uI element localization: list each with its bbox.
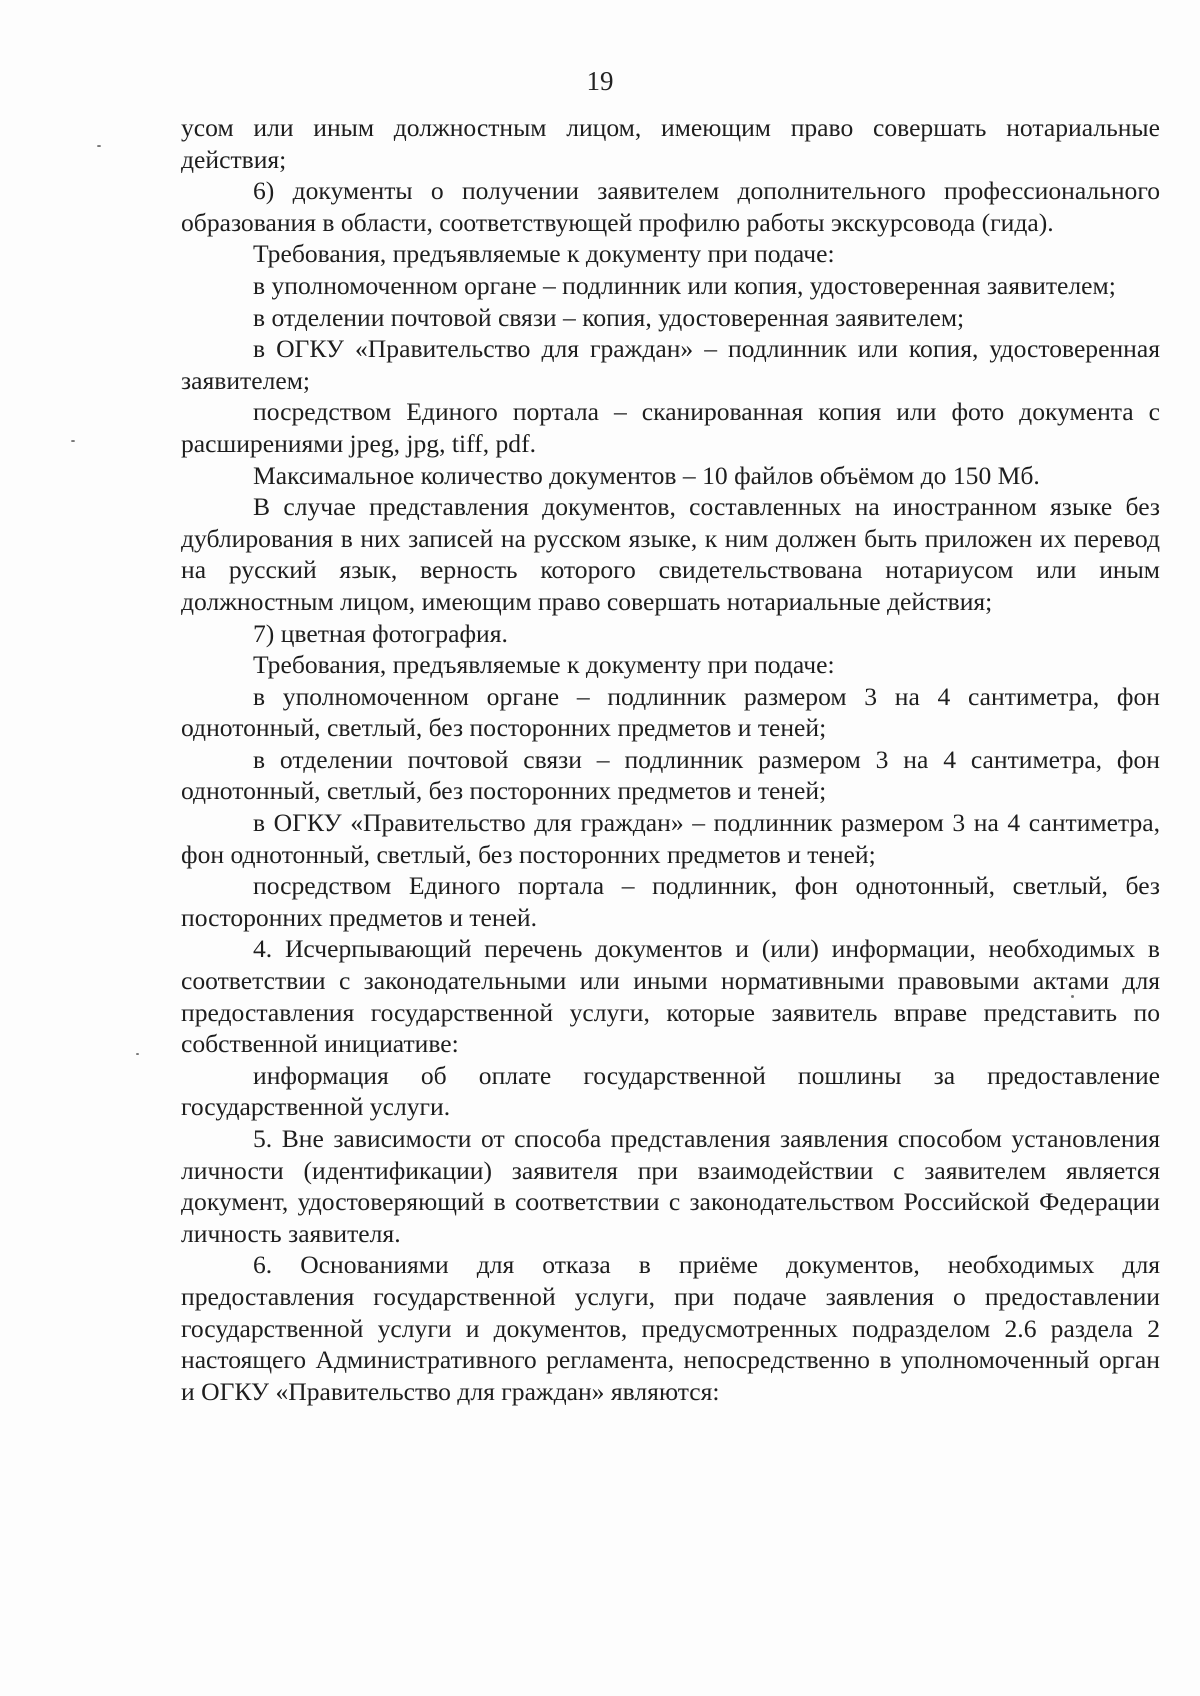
scan-speck [71, 440, 75, 442]
paragraph: в отделении почтовой связи – подлинник размером 3 на 4 сантиметра, фон однотонный, светлый, без посторонних предметов и теней; [181, 744, 1160, 806]
scan-speck [136, 1053, 139, 1055]
paragraph: 6. Основаниями для отказа в приёме документов, необходимых для предоставления государственной услуги, при подаче заявления о предоставлении государственной услуги и документов, предусмотренных подразделом 2.6 раздела 2 настоящего Административного регламента, непосредственно в уполномоченный орган и ОГКУ «Правительство для граждан» являются: [181, 1250, 1160, 1406]
scan-speck [1071, 995, 1074, 998]
paragraph: 6) документы о получении заявителем дополнительного профессионального образования в области, соответствующей профилю работы экскурсовода (гида). [181, 176, 1160, 237]
paragraph: 5. Вне зависимости от способа представления заявления способом установления личности (идентификации) заявителя при взаимодействии с заявителем является документ, удостоверяющий в соответствии с законодательством Российской Федерации личность заявителя. [181, 1124, 1160, 1248]
paragraph: Требования, предъявляемые к документу при подаче: [253, 239, 835, 269]
document-body [181, 112, 1160, 1407]
paragraph: в уполномоченном органе – подлинник или копия, удостоверенная заявителем; [253, 270, 1116, 300]
paragraph: информация об оплате государственной пошлины за предоставление государственной услуги. [181, 1060, 1160, 1122]
paragraph: В случае представления документов, составленных на иностранном языке без дублирования в них записей на русском языке, к ним должен быть приложен их перевод на русский язык, верность которого свидетельствована нотариусом или иным должностным лицом, имеющим право совершать нотариальные действия; [181, 492, 1160, 616]
paragraph: усом или иным должностным лицом, имеющим право совершать нотариальные действия; [181, 113, 1160, 174]
paragraph: в уполномоченном органе – подлинник размером 3 на 4 сантиметра, фон однотонный, светлый, без посторонних предметов и теней; [181, 681, 1160, 743]
paragraph: посредством Единого портала – сканированная копия или фото документа с расширениями jpeg, jpg, tiff, pdf. [181, 397, 1160, 458]
paragraph: Максимальное количество документов – 10 файлов объёмом до 150 Мб. [253, 460, 1040, 490]
paragraph: в ОГКУ «Правительство для граждан» – подлинник размером 3 на 4 сантиметра, фон однотонный, светлый, без посторонних предметов и теней; [181, 808, 1160, 869]
page-number: 19 [586, 66, 614, 96]
paragraph: в ОГКУ «Правительство для граждан» – подлинник или копия, удостоверенная заявителем; [181, 334, 1160, 395]
paragraph: посредством Единого портала – подлинник, фон однотонный, светлый, без посторонних предметов и теней. [181, 871, 1160, 932]
paragraph: Требования, предъявляемые к документу при подаче: [253, 650, 835, 680]
paragraph: 7) цветная фотография. [253, 618, 508, 648]
paragraph: 4. Исчерпывающий перечень документов и (или) информации, необходимых в соответствии с законодательными или иными нормативными правовыми актами для предоставления государственной услуги, которые заявитель вправе представить по собственной инициативе: [181, 934, 1160, 1059]
paragraph: в отделении почтовой связи – копия, удостоверенная заявителем; [253, 302, 965, 332]
scan-speck [97, 145, 101, 147]
